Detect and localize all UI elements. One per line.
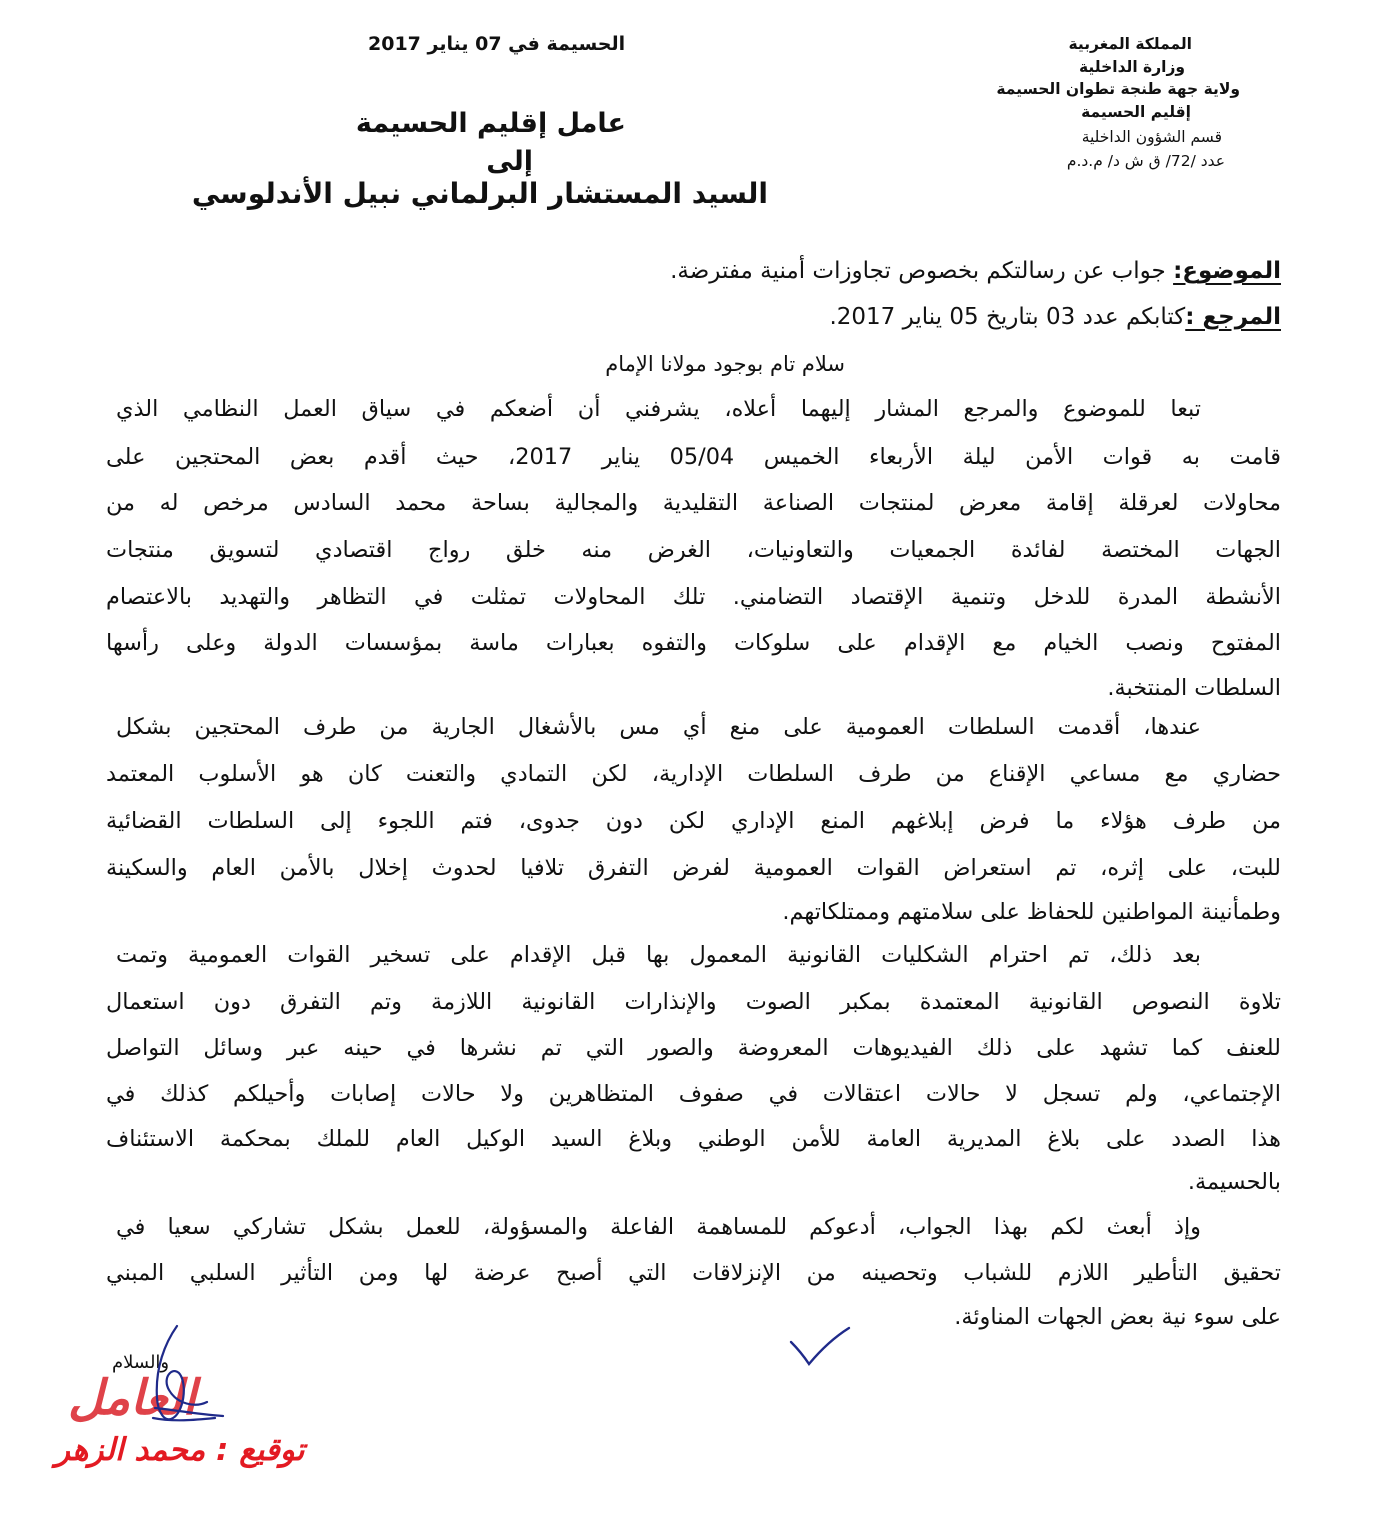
recipient: السيد المستشار البرلماني نبيل الأندلوسي — [191, 177, 768, 210]
body-line: من طرف هؤلاء ما فرض إبلاغهم المنع الإداري لكن دون جدوى، فتم اللجوء إلى السلطات القضائية — [106, 808, 1281, 834]
body-line: هذا الصدد على بلاغ المديرية العامة للأمن الوطني وبلاغ السيد الوكيل العام للملك بمحكمة الاستئناف — [106, 1126, 1281, 1152]
header-line: إقليم الحسيمة — [1081, 103, 1191, 121]
sender-title: عامل إقليم الحسيمة — [355, 108, 626, 139]
body-line: المفتوح ونصب الخيام مع الإقدام على سلوكات والتفوه بعبارات ماسة بمؤسسات الدولة وعلى رأسها — [106, 630, 1281, 656]
letter-date: الحسيمة في 07 يناير 2017 — [368, 33, 626, 55]
body-line: على سوء نية بعض الجهات المناوئة. — [954, 1304, 1281, 1330]
header-line: المملكة المغربية — [1068, 35, 1192, 53]
body-line: للبت، على إثره، تم استعراض القوات العمومية لفرض التفرق تلافيا لحدوث إخلال بالأمن العام والسكينة — [106, 855, 1281, 881]
check-mark-icon — [785, 1324, 855, 1369]
body-line: تلاوة النصوص القانونية المعتمدة بمكبر الصوت والإنذارات القانونية اللازمة وتم التفرق دون استعمال — [106, 989, 1281, 1015]
reference-text: كتابكم عدد 03 بتاريخ 05 يناير 2017. — [829, 304, 1186, 330]
body-line: تبعا للموضوع والمرجع المشار إليهما أعلاه، يشرفني أن أضعكم في سياق العمل النظامي الذي — [116, 396, 1201, 422]
body-line: وإذ أبعث لكم بهذا الجواب، أدعوكم للمساهمة الفاعلة والمسؤولة، للعمل بشكل تشاركي سعيا في — [116, 1214, 1201, 1240]
header-line: ولاية جهة طنجة تطوان الحسيمة — [996, 80, 1240, 98]
subject-text: جواب عن رسالتكم بخصوص تجاوزات أمنية مفترضة. — [670, 258, 1174, 284]
body-line: بالحسيمة. — [1187, 1169, 1281, 1195]
subject-line — [670, 258, 1281, 284]
subject-label: الموضوع: — [1173, 258, 1281, 284]
body-line: الأنشطة المدرة للدخل وتنمية الإقتصاد التضامني. تلك المحاولات تمثلت في التظاهر والتهديد بالاعتصام — [106, 584, 1281, 610]
body-line: للعنف كما تشهد على ذلك الفيديوهات المعروضة والصور التي تم نشرها في حينه عبر وسائل التواصل — [106, 1035, 1281, 1061]
body-line: الجهات المختصة لفائدة الجمعيات والتعاونيات، الغرض منه خلق رواج اقتصادي لتسويق منتجات — [106, 537, 1281, 563]
header-line: قسم الشؤون الداخلية — [1081, 128, 1222, 146]
reference-number: عدد /72/ ق ش د/ م.د.م — [1066, 152, 1225, 170]
body-line: قامت به قوات الأمن ليلة الأربعاء الخميس 05/04 يناير 2017، حيث أقدم بعض المحتجين على — [106, 444, 1282, 470]
stamp-title: العامل — [68, 1370, 196, 1426]
body-line: السلطات المنتخبة. — [1107, 675, 1281, 701]
to-word: إلى — [486, 146, 533, 177]
body-line: تحقيق التأطير اللازم للشباب وتحصينه من الإنزلاقات التي أصبح عرضة لها ومن التأثير السلبي المبني — [106, 1260, 1281, 1286]
greeting: سلام تام بوجود مولانا الإمام — [605, 352, 845, 376]
header-line: وزارة الداخلية — [1079, 58, 1185, 76]
body-line: بعد ذلك، تم احترام الشكليات القانونية المعمول بها قبل الإقدام على تسخير القوات العمومية وتمت — [116, 942, 1201, 968]
reference-line — [829, 304, 1281, 330]
closing: والسلام — [112, 1352, 170, 1373]
body-line: عندها، أقدمت السلطات العمومية على منع أي مس بالأشغال الجارية من طرف المحتجين بشكل — [116, 714, 1201, 740]
stamp-signature-label: توقيع : محمد الزهر — [55, 1432, 305, 1468]
body-line: حضاري مع مساعي الإقناع من طرف السلطات الإدارية، لكن التمادي والتعنت كان هو الأسلوب المعتمد — [106, 761, 1281, 787]
signature-icon — [95, 1318, 245, 1438]
reference-label: المرجع : — [1185, 304, 1281, 330]
body-line: وطمأنينة المواطنين للحفاظ على سلامتهم وممتلكاتهم. — [782, 899, 1281, 925]
body-line: الإجتماعي، ولم تسجل لا حالات اعتقالات في صفوف المتظاهرين ولا حالات إصابات وأحيلكم كذلك في — [106, 1081, 1281, 1107]
body-line: محاولات لعرقلة إقامة معرض لمنتجات الصناعة التقليدية والمجالية بساحة محمد السادس مرخص له من — [106, 490, 1281, 516]
